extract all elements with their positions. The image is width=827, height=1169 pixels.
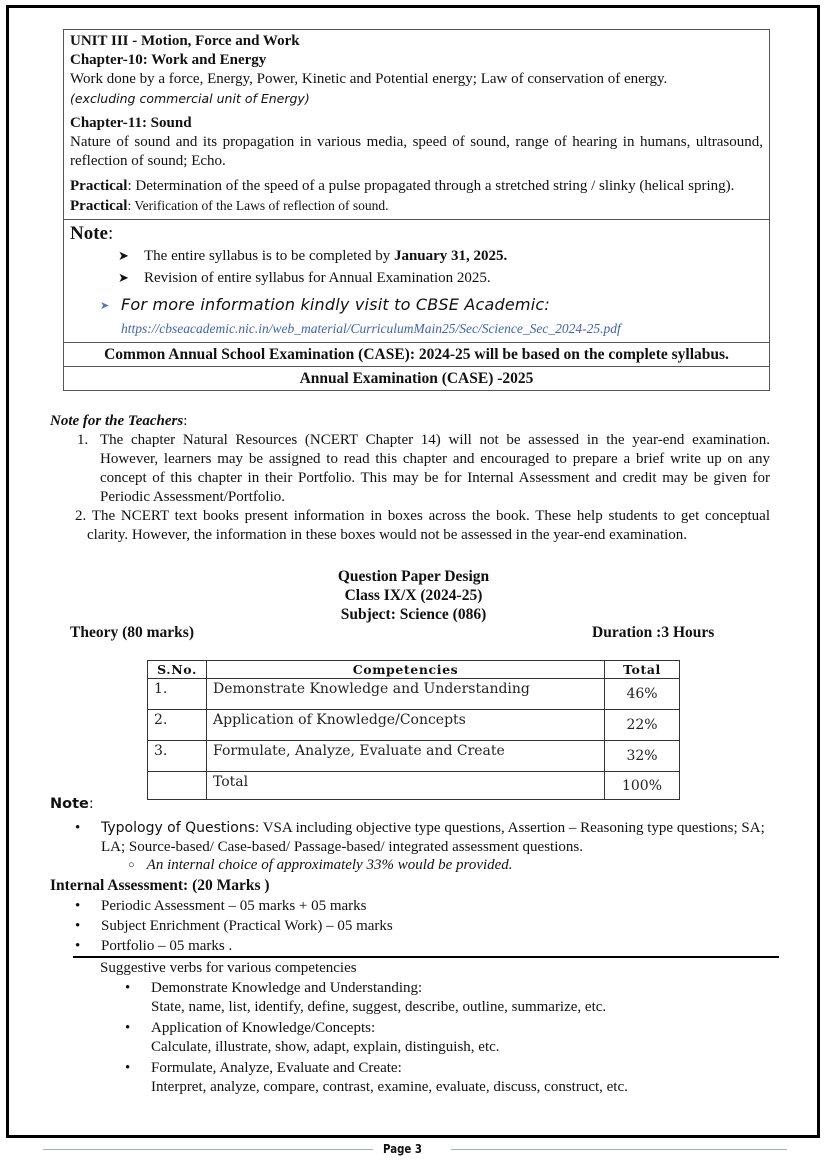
- bullet-icon: •: [75, 898, 81, 914]
- arrow-bullet-icon: ➤: [118, 248, 129, 263]
- chapter-10-exclusion: (excluding commercial unit of Energy): [70, 91, 310, 106]
- unit-title: UNIT III - Motion, Force and Work: [70, 33, 300, 49]
- internal-choice-item: ○ An internal choice of approximately 33% would be provided.: [128, 857, 513, 873]
- theory-marks: Theory (80 marks): [70, 624, 194, 641]
- note-heading-2: Note:: [50, 796, 94, 812]
- bullet-icon: •: [125, 980, 131, 996]
- practical-text: : Verification of the Laws of reflection of sound.: [127, 198, 389, 213]
- annual-exam-label: Annual Examination (CASE) -2025: [299, 370, 534, 387]
- practical-2: [70, 196, 763, 216]
- cbse-academic-link[interactable]: https://cbseacademic.nic.in/web_material/CurriculumMain25/Sec/Science_Sec_2024-25.pdf: [121, 321, 621, 336]
- qp-title: Question Paper Design: [337, 568, 490, 585]
- unit-section: [64, 30, 769, 220]
- bullet-icon: •: [125, 1060, 131, 1076]
- chapter-11-content: Nature of sound and its propagation in various media, speed of sound, range of hearing in humans, ultrasound, reflection of sound; Echo.: [70, 134, 763, 169]
- note-heading: Note:: [70, 223, 114, 244]
- table-row: 3. Formulate, Analyze, Evaluate and Create 32%: [148, 741, 680, 772]
- teacher-notes-heading: Note for the Teachers:: [50, 413, 188, 429]
- typology-label: Typology of Questions: [101, 820, 256, 836]
- note-item: ➤ The entire syllabus is to be completed by January 31, 2025.: [70, 245, 763, 267]
- table-row: 1. Demonstrate Knowledge and Understanding 46%: [148, 679, 680, 710]
- deadline-date: January 31, 2025.: [393, 248, 508, 264]
- suggestive-verbs-heading: Suggestive verbs for various competencies: [100, 960, 357, 976]
- ia-item: • Subject Enrichment (Practical Work) – 05 marks: [75, 918, 393, 934]
- footer-rule-right: [451, 1149, 787, 1150]
- ia-item: • Periodic Assessment – 05 marks + 05 marks: [75, 898, 367, 914]
- info-text: For more information kindly visit to CBSE Academic:: [121, 295, 550, 314]
- bullet-icon: •: [75, 938, 81, 954]
- syllabus-box: [63, 29, 770, 391]
- chapter-10-content: Work done by a force, Energy, Power, Kinetic and Potential energy; Law of conservation of energy.: [70, 71, 668, 87]
- practical-label: Practical: [70, 198, 128, 214]
- verb-item: • Application of Knowledge/Concepts: Calculate, illustrate, show, adapt, explain, distinguish, etc.: [125, 1020, 500, 1055]
- arrow-bullet-icon: ➤: [118, 270, 129, 285]
- page-number: Page 3: [383, 1142, 422, 1156]
- arrow-bullet-icon: ➤: [100, 299, 110, 312]
- ia-item: • Portfolio – 05 marks .: [75, 938, 233, 954]
- table-header-row: [148, 661, 680, 679]
- verb-item: • Demonstrate Knowledge and Understanding: State, name, list, identify, define, suggest, describe, outline, summarize, etc.: [125, 980, 607, 1015]
- practical-text: : Determination of the speed of a pulse propagated through a stretched string / slinky (helical spring).: [127, 178, 735, 194]
- note-section: [64, 220, 769, 343]
- circle-bullet-icon: ○: [128, 859, 135, 871]
- bullet-icon: •: [75, 918, 81, 934]
- internal-assessment-heading: Internal Assessment: (20 Marks ): [50, 877, 270, 894]
- table-total-row: Total 100%: [148, 772, 680, 800]
- section-divider: [73, 956, 779, 958]
- teacher-note-item: 2. The NCERT text books present information in boxes across the book. These help students to get conceptual clarity. However, the information in these boxes would not be assessed in the year-end examination.: [75, 508, 770, 543]
- table-row: 2. Application of Knowledge/Concepts 22%: [148, 710, 680, 741]
- info-line: [70, 291, 763, 319]
- typology-item: • Typology of Questions: VSA including objective type questions, Assertion – Reasoning type questions; SA; LA; Source-based/ Case-based/ Passage-based/ integrated assessment questions.: [75, 820, 765, 855]
- qp-class: Class IX/X (2024-25): [344, 587, 483, 604]
- duration: Duration :3 Hours: [592, 624, 715, 641]
- chapter-10-title: Chapter-10: Work and Energy: [70, 52, 267, 68]
- footer-rule-left: [43, 1149, 373, 1150]
- header-total: Total: [605, 661, 680, 679]
- practical-1: [70, 177, 763, 196]
- teacher-notes: [50, 412, 770, 545]
- header-competencies: Competencies: [207, 661, 605, 679]
- qp-subject: Subject: Science (086): [340, 606, 487, 623]
- bullet-icon: •: [75, 820, 81, 836]
- header-sno: S.No.: [148, 661, 207, 679]
- practical-label: Practical: [70, 178, 128, 194]
- verb-item: • Formulate, Analyze, Evaluate and Create: Interpret, analyze, compare, contrast, examine, evaluate, discuss, construct, etc.: [125, 1060, 628, 1095]
- case-statement: Common Annual School Examination (CASE): 2024-25 will be based on the complete syllabus.: [64, 343, 769, 367]
- competencies-table: [147, 660, 680, 800]
- bullet-icon: •: [125, 1020, 131, 1036]
- chapter-11-title: Chapter-11: Sound: [70, 115, 192, 131]
- teacher-note-item: 1. The chapter Natural Resources (NCERT Chapter 14) will not be assessed in the year-end examination. However, learners may be assigned to read this chapter and encouraged to prepare a brief write up on any concept of this chapter in their Portfolio. This may be for Internal Assessment and credit may be given for Periodic Assessment/Portfolio.: [77, 432, 770, 505]
- note-item: ➤ Revision of entire syllabus for Annual Examination 2025.: [70, 267, 763, 289]
